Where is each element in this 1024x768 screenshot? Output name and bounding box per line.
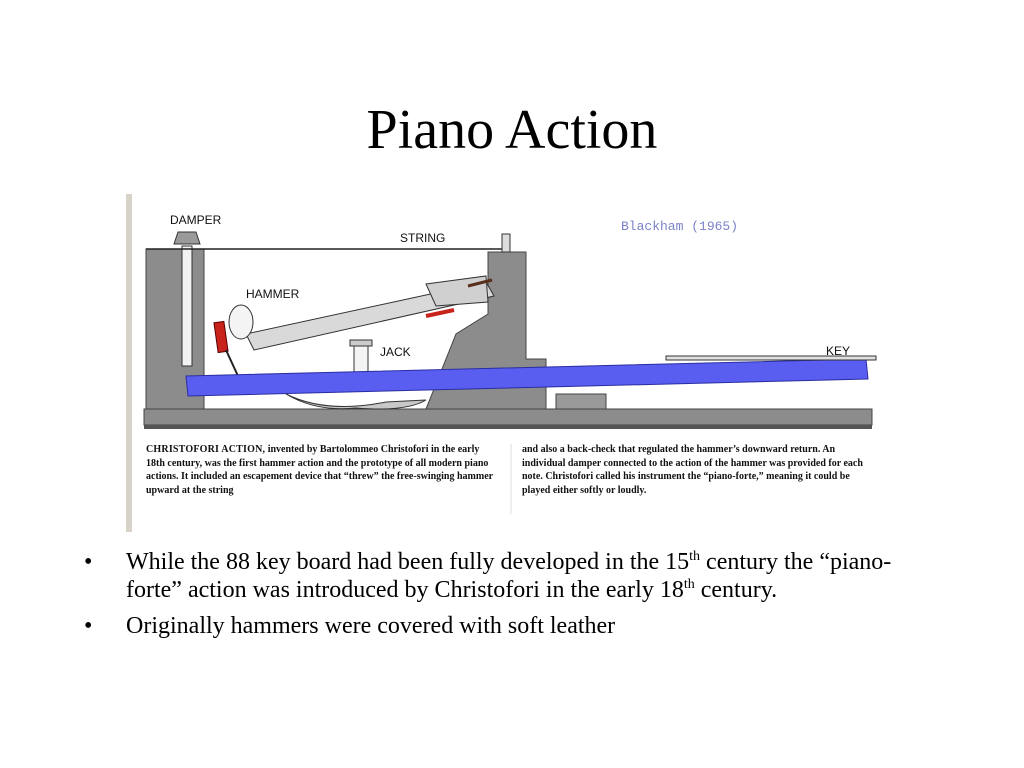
bullet-item-1 xyxy=(84,548,944,604)
bullet-text: Originally hammers were covered with soft leather xyxy=(126,613,616,639)
caption-left-text: invented by Bartolommeo Christofori in the early 18th century, was the first hammer action and the prototype of all modern piano actions. It included an escapement device that “threw” the free-swinging hammer upward at the string xyxy=(146,444,493,496)
bullet-text-part3: century. xyxy=(694,577,778,603)
ordinal-suffix: th xyxy=(689,549,701,564)
base-board xyxy=(144,409,872,425)
bullet-glyph: • xyxy=(84,613,93,639)
bullet-text-part1: While the 88 key board had been fully developed in the 15 xyxy=(126,549,690,575)
hammer-head-end xyxy=(426,276,488,306)
hammer-red-strip xyxy=(426,310,454,316)
damper-rod xyxy=(182,246,192,366)
hammer-butt xyxy=(229,305,253,339)
hammer-label: HAMMER xyxy=(246,287,300,301)
jack-label: JACK xyxy=(380,345,411,359)
key-label: KEY xyxy=(826,344,851,358)
base-shadow xyxy=(144,425,872,429)
tuning-pin xyxy=(502,234,510,252)
string-label: STRING xyxy=(400,231,446,245)
slide-title: Piano Action xyxy=(366,99,658,161)
bullet-glyph: • xyxy=(84,549,93,575)
caption-lead: CHRISTOFORI ACTION, xyxy=(146,444,266,455)
bullet-text-part2: century the “piano-forte” action was introduced by Christofori in the early 18 xyxy=(126,549,892,603)
balance-block xyxy=(556,394,606,409)
caption-right: and also a back-check that regulated the hammer’s downward return. An individual damper connected to the action of the hammer was provided for each note. Christofori called his instrument the “piano-forte,” meaning it could be played either softly or loudly. xyxy=(522,444,863,496)
bullet-item-2 xyxy=(84,612,944,640)
citation-text: Blackham (1965) xyxy=(621,219,739,234)
damper-head xyxy=(174,232,200,244)
back-check-red xyxy=(214,321,228,352)
ordinal-suffix: th xyxy=(683,577,695,592)
damper-label: DAMPER xyxy=(170,213,222,227)
jack-top xyxy=(350,340,372,346)
caption-left xyxy=(146,443,498,497)
key-underside xyxy=(286,394,426,409)
back-check-wire xyxy=(226,350,238,376)
bullet-list xyxy=(84,548,944,648)
